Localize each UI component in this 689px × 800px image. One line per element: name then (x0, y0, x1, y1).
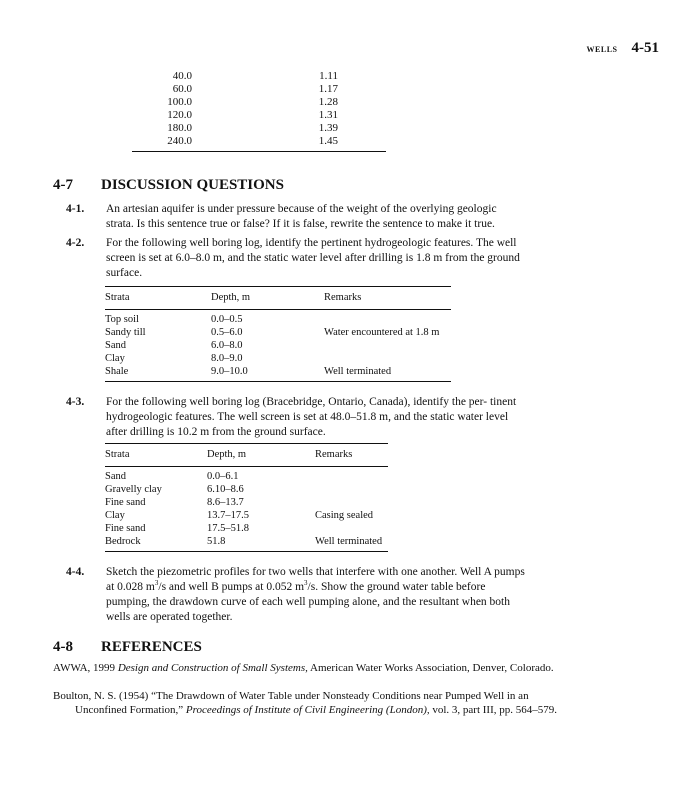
table-row (105, 339, 451, 352)
boring-log-table-1 (105, 286, 451, 382)
question-text (106, 565, 526, 625)
table-cell: 180.0 (167, 122, 192, 134)
table-row (132, 83, 386, 96)
question-number: 4-2. (66, 237, 85, 249)
table-cell: 1.11 (319, 70, 338, 82)
table-cell: Well terminated (324, 365, 451, 382)
table-cell: 120.0 (167, 109, 192, 121)
section-title: REFERENCES (101, 639, 202, 655)
question-text: An artesian aquifer is under pressure because of the weight of the overlying geologic strata. Is this sentence true or false? If it is false, rewrite the sentence to make it true. (106, 203, 497, 230)
table-cell (324, 352, 451, 365)
table-cell: Sandy till (105, 327, 146, 338)
table-row (105, 522, 388, 535)
table-cell: Shale (105, 365, 211, 382)
table-cell: 1.17 (318, 83, 338, 95)
table-header-row (105, 287, 451, 310)
table-cell: 0.0–0.5 (211, 314, 243, 325)
table-row (105, 467, 388, 484)
table-cell: 60.0 (172, 83, 192, 95)
table-cell: 1.28 (318, 96, 338, 108)
table-header-row (105, 444, 388, 467)
table-cell: Gravelly clay (105, 484, 162, 495)
table-row (105, 352, 451, 365)
table-cell: Fine sand (105, 523, 146, 534)
question-text-part: Sketch the piezometric profiles for two wells that interfere with one another. Well A pumps at 0.028 m (106, 566, 525, 593)
question-4-1 (66, 202, 526, 232)
table-cell: 240.0 (167, 135, 192, 147)
table-cell (324, 310, 451, 327)
table-row (132, 70, 386, 83)
section-heading (53, 177, 284, 194)
superscript: 3 (304, 579, 308, 588)
table-cell: 13.7–17.5 (207, 510, 249, 521)
table-cell: 40.0 (172, 70, 192, 82)
reference-text: vol. 3, part III, pp. 564–579. (429, 704, 558, 716)
table-cell: Water encountered at 1.8 m (324, 327, 440, 338)
table-cell: 0.0–6.1 (207, 471, 239, 482)
section-title: DISCUSSION QUESTIONS (101, 177, 284, 193)
table-cell: 17.5–51.8 (207, 523, 249, 534)
reference-awwa (53, 661, 557, 675)
column-header: Strata (105, 287, 211, 310)
reference-journal: Proceedings of Institute of Civil Engineering (London), (185, 704, 430, 716)
table-cell (315, 496, 388, 509)
table-cell: 51.8 (207, 535, 315, 552)
question-number: 4-4. (66, 566, 85, 578)
table-cell: Sand (105, 340, 126, 351)
question-4-4 (66, 565, 526, 625)
table-row (132, 109, 386, 122)
table-cell: Clay (105, 510, 125, 521)
table-cell: 1.31 (318, 109, 338, 121)
table-row (105, 509, 388, 522)
reference-title: Design and Construction of Small Systems, (117, 662, 308, 674)
table-cell: Sand (105, 471, 126, 482)
page-header (587, 40, 659, 57)
table-row (132, 122, 386, 135)
table-cell (324, 339, 451, 352)
reference-text: American Water Works Association, Denver, Colorado. (307, 662, 554, 674)
table-cell (315, 522, 388, 535)
table-row (105, 326, 451, 339)
boring-log-table-2 (105, 443, 388, 552)
question-4-3 (66, 395, 526, 440)
table-cell: 1.45 (318, 135, 338, 147)
table-row (105, 535, 388, 552)
table-row (132, 96, 386, 109)
running-head: WELLS (586, 45, 618, 54)
column-header: Remarks (324, 287, 451, 310)
question-text: For the following well boring log, identify the pertinent hydrogeologic features. The well screen is set at 6.0–8.0 m, and the static water level after drilling is 1.8 m from the ground surface. (106, 237, 520, 279)
table-cell: Casing sealed (315, 510, 374, 521)
column-header: Remarks (315, 444, 388, 467)
table-cell: Well terminated (315, 535, 388, 552)
table-bottom-rule (132, 151, 386, 152)
table-row (132, 135, 386, 148)
question-text-part: /s and well B pumps at 0.052 m (158, 581, 305, 593)
column-header: Depth, m (207, 444, 315, 467)
continued-table (132, 70, 386, 152)
table-row (105, 365, 451, 382)
reference-text: AWWA, 1999 (53, 662, 118, 674)
question-text-part: /s. Show the ground water table before pumping, the drawdown curve of each well pumping alone, and the resultant when both wells are operated together. (106, 581, 510, 623)
table-cell: Bedrock (105, 535, 207, 552)
section-number: 4-7 (53, 177, 73, 193)
table-cell: 9.0–10.0 (211, 365, 324, 382)
table-cell: 1.39 (318, 122, 338, 134)
column-header: Strata (105, 444, 207, 467)
table-cell: 8.6–13.7 (207, 497, 244, 508)
column-header: Depth, m (211, 287, 324, 310)
question-number: 4-3. (66, 396, 85, 408)
question-text: For the following well boring log (Bracebridge, Ontario, Canada), identify the per- tinent hydrogeologic features. The well screen is set at 48.0–51.8 m, and the static water level after drilling is 10.2 m from the ground surface. (106, 396, 517, 438)
table-cell: 100.0 (167, 96, 192, 108)
superscript: 3 (154, 579, 159, 588)
reference-text: Boulton, N. S. (1954) “The Drawdown of Water Table under Nonsteady Conditions near Pumped Well in an Unconfined Formation,” (53, 690, 529, 716)
table-cell: 0.5–6.0 (211, 327, 243, 338)
section-number: 4-8 (53, 639, 73, 655)
page-number: 4-51 (631, 40, 659, 56)
table-cell: 8.0–9.0 (211, 353, 243, 364)
table-row (105, 310, 451, 327)
question-4-2 (66, 236, 526, 281)
reference-boulton (53, 689, 557, 717)
table-row (105, 496, 388, 509)
table-cell (315, 467, 388, 484)
table-cell: 6.0–8.0 (211, 340, 243, 351)
question-number: 4-1. (66, 203, 85, 215)
table-row (105, 483, 388, 496)
table-cell: Fine sand (105, 497, 146, 508)
section-heading (53, 639, 202, 656)
table-cell: Clay (105, 353, 125, 364)
table-cell: Top soil (105, 314, 139, 325)
table-cell: 6.10–8.6 (207, 484, 244, 495)
table-cell (315, 483, 388, 496)
